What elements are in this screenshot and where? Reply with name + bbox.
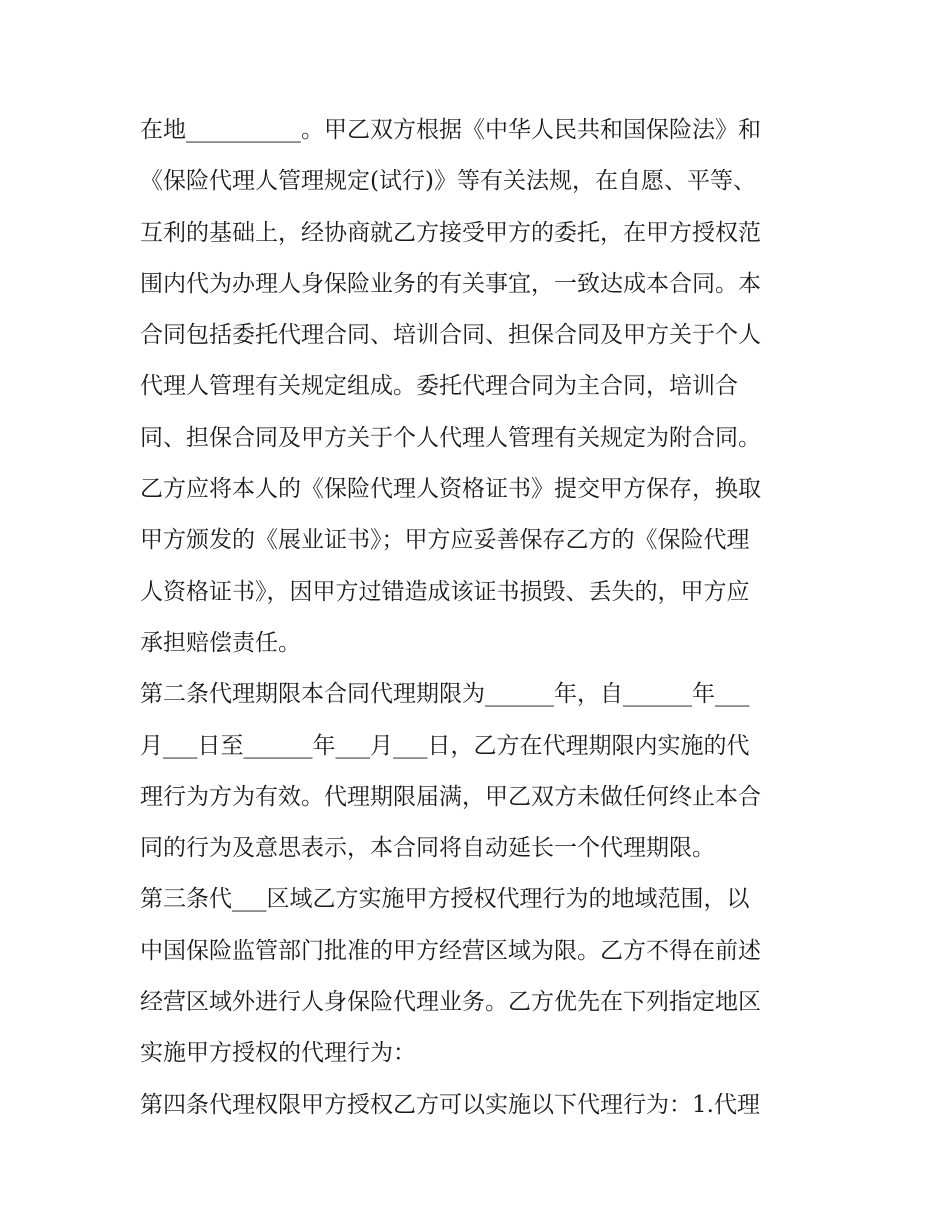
text-line: 代理人管理有关规定组成。委托代理合同为主合同，培训合 xyxy=(140,373,738,400)
text-line: 《保险代理人管理规定(试行)》等有关法规，在自愿、平等、 xyxy=(140,168,756,195)
text-line: 中国保险监管部门批准的甲方经营区域为限。乙方不得在前述 xyxy=(140,937,761,964)
text-line: 承担赔偿责任。 xyxy=(140,629,301,656)
article-4-line: 第四条代理权限甲方授权乙方可以实施以下代理行为：1.代理 xyxy=(140,1091,760,1118)
text-line: 合同包括委托代理合同、培训合同、担保合同及甲方关于个人 xyxy=(140,322,761,349)
text-line: 互利的基础上，经协商就乙方接受甲方的委托，在甲方授权范 xyxy=(140,219,761,246)
text-line: 同、担保合同及甲方关于个人代理人管理有关规定为附合同。 xyxy=(140,424,761,451)
text-line: 月___日至______年___月___日，乙方在代理期限内实施的代 xyxy=(140,732,750,759)
text-line: 人资格证书》，因甲方过错造成该证书损毁、丢失的，甲方应 xyxy=(140,578,750,605)
contract-text-body xyxy=(140,105,830,1131)
text-line: 理行为方为有效。代理期限届满，甲乙双方未做任何终止本合 xyxy=(140,783,761,810)
text-line: 在地__________。甲乙双方根据《中华人民共和国保险法》和 xyxy=(140,117,761,143)
article-3-line: 第三条代___区域乙方实施甲方授权代理行为的地域范围，以 xyxy=(140,886,750,913)
text-line: 甲方颁发的《展业证书》；甲方应妥善保存乙方的《保险代理 xyxy=(140,527,750,554)
text-line: 实施甲方授权的代理行为： xyxy=(140,1040,416,1067)
text-line: 围内代为办理人身保险业务的有关事宜，一致达成本合同。本 xyxy=(140,270,761,297)
text-line: 经营区域外进行人身保险代理业务。乙方优先在下列指定地区 xyxy=(140,989,761,1016)
article-2-line: 第二条代理期限本合同代理期限为______年，自______年___ xyxy=(140,681,750,708)
text-line: 同的行为及意思表示，本合同将自动延长一个代理期限。 xyxy=(140,835,715,862)
text-line: 乙方应将本人的《保险代理人资格证书》提交甲方保存，换取 xyxy=(140,476,761,503)
